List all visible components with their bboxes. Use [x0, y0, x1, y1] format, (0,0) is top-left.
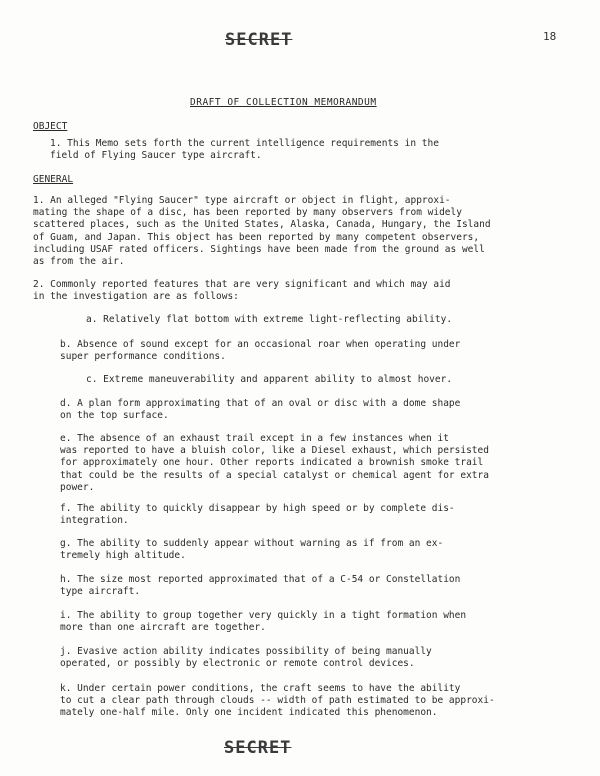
item-h: h. The size most reported approximated that of a C-54 or Constellation type aircraft. [60, 574, 461, 598]
paragraph-general-2: 2. Commonly reported features that are very significant and which may aid in the investigation are as follows: [33, 279, 451, 303]
classification-stamp-top: SECRET [225, 30, 293, 50]
item-d: d. A plan form approximating that of an oval or disc with a dome shape on the top surface. [60, 398, 461, 422]
item-b: b. Absence of sound except for an occasional roar when operating under super performance conditions. [60, 339, 461, 363]
item-a: a. Relatively flat bottom with extreme light-reflecting ability. [86, 314, 453, 325]
item-g: g. The ability to suddenly appear without warning as if from an ex- tremely high altitude. [60, 538, 444, 562]
paragraph-object-1: 1. This Memo sets forth the current intelligence requirements in the field of Flying Saucer type aircraft. [50, 138, 439, 162]
item-i: i. The ability to group together very quickly in a tight formation when more than one aircraft are together. [60, 610, 467, 634]
section-heading-object: OBJECT [33, 121, 68, 132]
document-title: DRAFT OF COLLECTION MEMORANDUM [190, 97, 377, 108]
item-c: c. Extreme maneuverability and apparent ability to almost hover. [86, 374, 453, 385]
paragraph-general-1: 1. An alleged "Flying Saucer" type aircraft or object in flight, approxi- mating the shape of a disc, has been reported by many observers from widely scattered places, such as the United States, Alaska, Canada, Hungary, the Island of Guam, and Japan. This object has been reported by many competent observers, including USAF rated officers. Sightings have been made from the ground as well as from the air. [33, 195, 491, 268]
item-k: k. Under certain power conditions, the craft seems to have the ability to cut a clear path through clouds -- width of path estimated to be approxi- mately one-half mile. Only one incident indicated this phenomenon. [60, 683, 495, 719]
item-j: j. Evasive action ability indicates possibility of being manually operated, or possibly by electronic or remote control devices. [60, 646, 432, 670]
item-f: f. The ability to quickly disappear by high speed or by complete dis- integration. [60, 503, 455, 527]
section-heading-general: GENERAL [33, 174, 74, 185]
classification-stamp-bottom: SECRET [224, 738, 292, 758]
item-e: e. The absence of an exhaust trail except in a few instances when it was reported to have a bluish color, like a Diesel exhaust, which persisted for approximately one hour. Other reports indicated a brownish smoke trail that could be the results of a special catalyst or chemical agent for extra power. [60, 433, 489, 493]
page-number: 18 [543, 30, 557, 43]
